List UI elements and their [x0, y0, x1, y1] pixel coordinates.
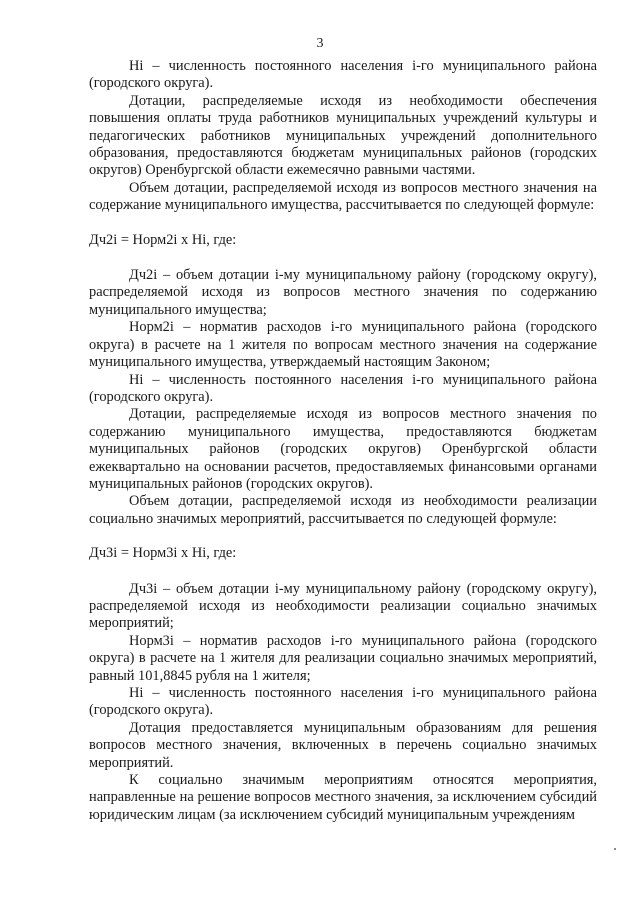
- paragraph-dch2-def: Дч2i – объем дотации i-му муниципальному району (городскому округу), распределяемой исходя из вопросов местного значения по содержанию муниципального имущества;: [89, 267, 597, 318]
- formula-dch2: Дч2i = Норм2i x Hi, где:: [89, 231, 237, 248]
- paragraph-salary-subsidy: Дотации, распределяемые исходя из необходимости обеспечения повышения оплаты труда работников муниципальных учреждений культуры и педагогических работников муниципальных учреждений дополнительного образования, предоставляются бюджетам муниципальных районов (городских округов) Оренбургской области ежемесячно равными частями.: [89, 92, 597, 179]
- formula-dch3: Дч3i = Норм3i x Hi, где:: [89, 545, 237, 562]
- paragraph-norm3-def: Норм3i – норматив расходов i-го муниципального района (городского округа) в расчете на 1 жителя для реализации социально значимых мероприятий, равный 101,8845 рубля на 1 жителя;: [89, 632, 597, 684]
- paragraph-dch3-def: Дч3i – объем дотации i-му муниципальному району (городскому округу), распределяемой исходя из необходимости реализации социально значимых мероприятий;: [89, 580, 597, 632]
- paragraph-social-events: К социально значимым мероприятиям относятся мероприятия, направленные на решение вопросов местного значения, за исключением субсидий юридическим лицам (за исключением субсидий муниципальным учреждениям: [89, 772, 597, 823]
- paragraph-population-def-3: Hi – численность постоянного населения i-го муниципального района (городского округа).: [89, 685, 597, 719]
- paragraph-subsidy-purpose: Дотация предоставляется муниципальным образованиям для решения вопросов местного значения, включенных в перечень социально значимых мероприятий.: [89, 719, 597, 771]
- document-body: [89, 58, 597, 824]
- paragraph-property-quarterly: Дотации, распределяемые исходя из вопросов местного значения по содержанию муниципального имущества, предоставляются бюджетам муниципальных районов (городских округов) Оренбургской области ежеквартально на основании расчетов, предоставляемых финансовыми органами муниципальных районов (городских округов).: [89, 406, 597, 492]
- paragraph-property-intro: Объем дотации, распределяемой исходя из вопросов местного значения на содержание муниципального имущества, рассчитывается по следующей формуле:: [89, 179, 597, 214]
- page-number: 3: [316, 36, 324, 51]
- paragraph-population-def-2: Hi – численность постоянного населения i-го муниципального района (городского округа).: [89, 371, 597, 405]
- scan-speck: [614, 848, 616, 850]
- paragraph-population-def-1: Hi – численность постоянного населения i-го муниципального района (городского округа).: [89, 58, 597, 92]
- paragraph-norm2-def: Норм2i – норматив расходов i-го муниципального района (городского округа) в расчете на 1 жителя по вопросам местного значения на содержание муниципального имущества, утверждаемый настоящим Законом;: [89, 319, 597, 371]
- paragraph-social-intro: Объем дотации, распределяемой исходя из необходимости реализации социально значимых мероприятий, рассчитывается по следующей формуле:: [89, 493, 597, 527]
